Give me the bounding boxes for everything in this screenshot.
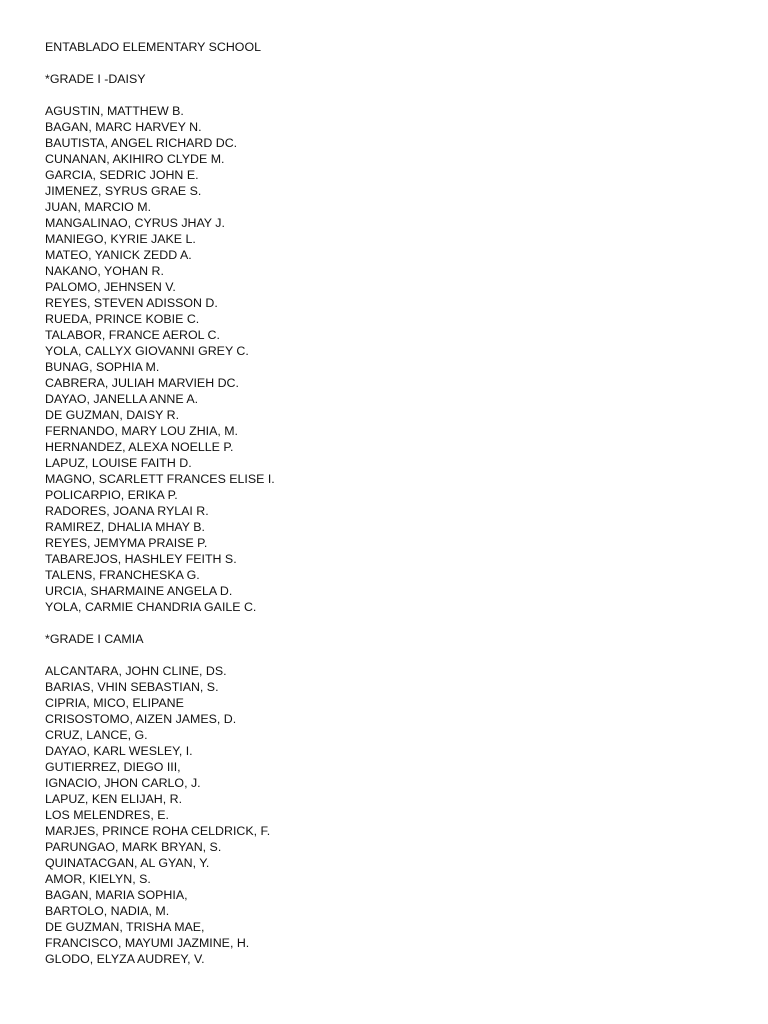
document-page bbox=[45, 39, 745, 967]
list-item: REYES, STEVEN ADISSON D. bbox=[45, 296, 218, 310]
list-item: CRUZ, LANCE, G. bbox=[45, 728, 148, 742]
spacer bbox=[45, 87, 745, 103]
list-item: LAPUZ, KEN ELIJAH, R. bbox=[45, 792, 183, 806]
list-item: CUNANAN, AKIHIRO CLYDE M. bbox=[45, 152, 225, 166]
list-item: MATEO, YANICK ZEDD A. bbox=[45, 248, 192, 262]
list-item: BAGAN, MARC HARVEY N. bbox=[45, 120, 202, 134]
list-item: BARTOLO, NADIA, M. bbox=[45, 904, 170, 918]
list-item: RUEDA, PRINCE KOBIE C. bbox=[45, 312, 200, 326]
list-item: AGUSTIN, MATTHEW B. bbox=[45, 104, 184, 118]
name-list-daisy bbox=[45, 103, 745, 615]
list-item: GLODO, ELYZA AUDREY, V. bbox=[45, 952, 205, 966]
list-item: HERNANDEZ, ALEXA NOELLE P. bbox=[45, 440, 234, 454]
list-item: TALABOR, FRANCE AEROL C. bbox=[45, 328, 220, 342]
list-item: LAPUZ, LOUISE FAITH D. bbox=[45, 456, 192, 470]
list-item: MANGALINAO, CYRUS JHAY J. bbox=[45, 216, 225, 230]
list-item: POLICARPIO, ERIKA P. bbox=[45, 488, 178, 502]
list-item: TABAREJOS, HASHLEY FEITH S. bbox=[45, 552, 237, 566]
list-item: YOLA, CALLYX GIOVANNI GREY C. bbox=[45, 344, 249, 358]
name-list-camia bbox=[45, 663, 745, 967]
list-item: QUINATACGAN, AL GYAN, Y. bbox=[45, 856, 210, 870]
list-item: GARCIA, SEDRIC JOHN E. bbox=[45, 168, 199, 182]
list-item: JIMENEZ, SYRUS GRAE S. bbox=[45, 184, 202, 198]
list-item: IGNACIO, JHON CARLO, J. bbox=[45, 776, 201, 790]
list-item: ALCANTARA, JOHN CLINE, DS. bbox=[45, 664, 227, 678]
list-item: LOS MELENDRES, E. bbox=[45, 808, 169, 822]
list-item: PALOMO, JEHNSEN V. bbox=[45, 280, 176, 294]
list-item: MANIEGO, KYRIE JAKE L. bbox=[45, 232, 196, 246]
list-item: DAYAO, JANELLA ANNE A. bbox=[45, 392, 199, 406]
list-item: DE GUZMAN, TRISHA MAE, bbox=[45, 920, 205, 934]
list-item: MAGNO, SCARLETT FRANCES ELISE I. bbox=[45, 472, 275, 486]
list-item: RAMIREZ, DHALIA MHAY B. bbox=[45, 520, 205, 534]
list-item: CRISOSTOMO, AIZEN JAMES, D. bbox=[45, 712, 237, 726]
spacer bbox=[45, 55, 745, 71]
list-item: YOLA, CARMIE CHANDRIA GAILE C. bbox=[45, 600, 257, 614]
list-item: CIPRIA, MICO, ELIPANE bbox=[45, 696, 184, 710]
list-item: RADORES, JOANA RYLAI R. bbox=[45, 504, 209, 518]
school-title: ENTABLADO ELEMENTARY SCHOOL bbox=[45, 40, 261, 54]
list-item: URCIA, SHARMAINE ANGELA D. bbox=[45, 584, 233, 598]
list-item: TALENS, FRANCHESKA G. bbox=[45, 568, 200, 582]
list-item: MARJES, PRINCE ROHA CELDRICK, F. bbox=[45, 824, 271, 838]
list-item: BARIAS, VHIN SEBASTIAN, S. bbox=[45, 680, 219, 694]
list-item: AMOR, KIELYN, S. bbox=[45, 872, 151, 886]
list-item: BAUTISTA, ANGEL RICHARD DC. bbox=[45, 136, 238, 150]
list-item: NAKANO, YOHAN R. bbox=[45, 264, 164, 278]
spacer bbox=[45, 647, 745, 663]
list-item: PARUNGAO, MARK BRYAN, S. bbox=[45, 840, 222, 854]
list-item: CABRERA, JULIAH MARVIEH DC. bbox=[45, 376, 239, 390]
list-item: GUTIERREZ, DIEGO III, bbox=[45, 760, 181, 774]
list-item: REYES, JEMYMA PRAISE P. bbox=[45, 536, 208, 550]
list-item: DE GUZMAN, DAISY R. bbox=[45, 408, 180, 422]
list-item: BUNAG, SOPHIA M. bbox=[45, 360, 160, 374]
spacer bbox=[45, 615, 745, 631]
list-item: FRANCISCO, MAYUMI JAZMINE, H. bbox=[45, 936, 250, 950]
list-item: BAGAN, MARIA SOPHIA, bbox=[45, 888, 188, 902]
list-item: DAYAO, KARL WESLEY, I. bbox=[45, 744, 193, 758]
list-item: JUAN, MARCIO M. bbox=[45, 200, 152, 214]
section-heading-daisy: *GRADE I -DAISY bbox=[45, 72, 146, 86]
list-item: FERNANDO, MARY LOU ZHIA, M. bbox=[45, 424, 238, 438]
section-heading-camia: *GRADE I CAMIA bbox=[45, 632, 144, 646]
